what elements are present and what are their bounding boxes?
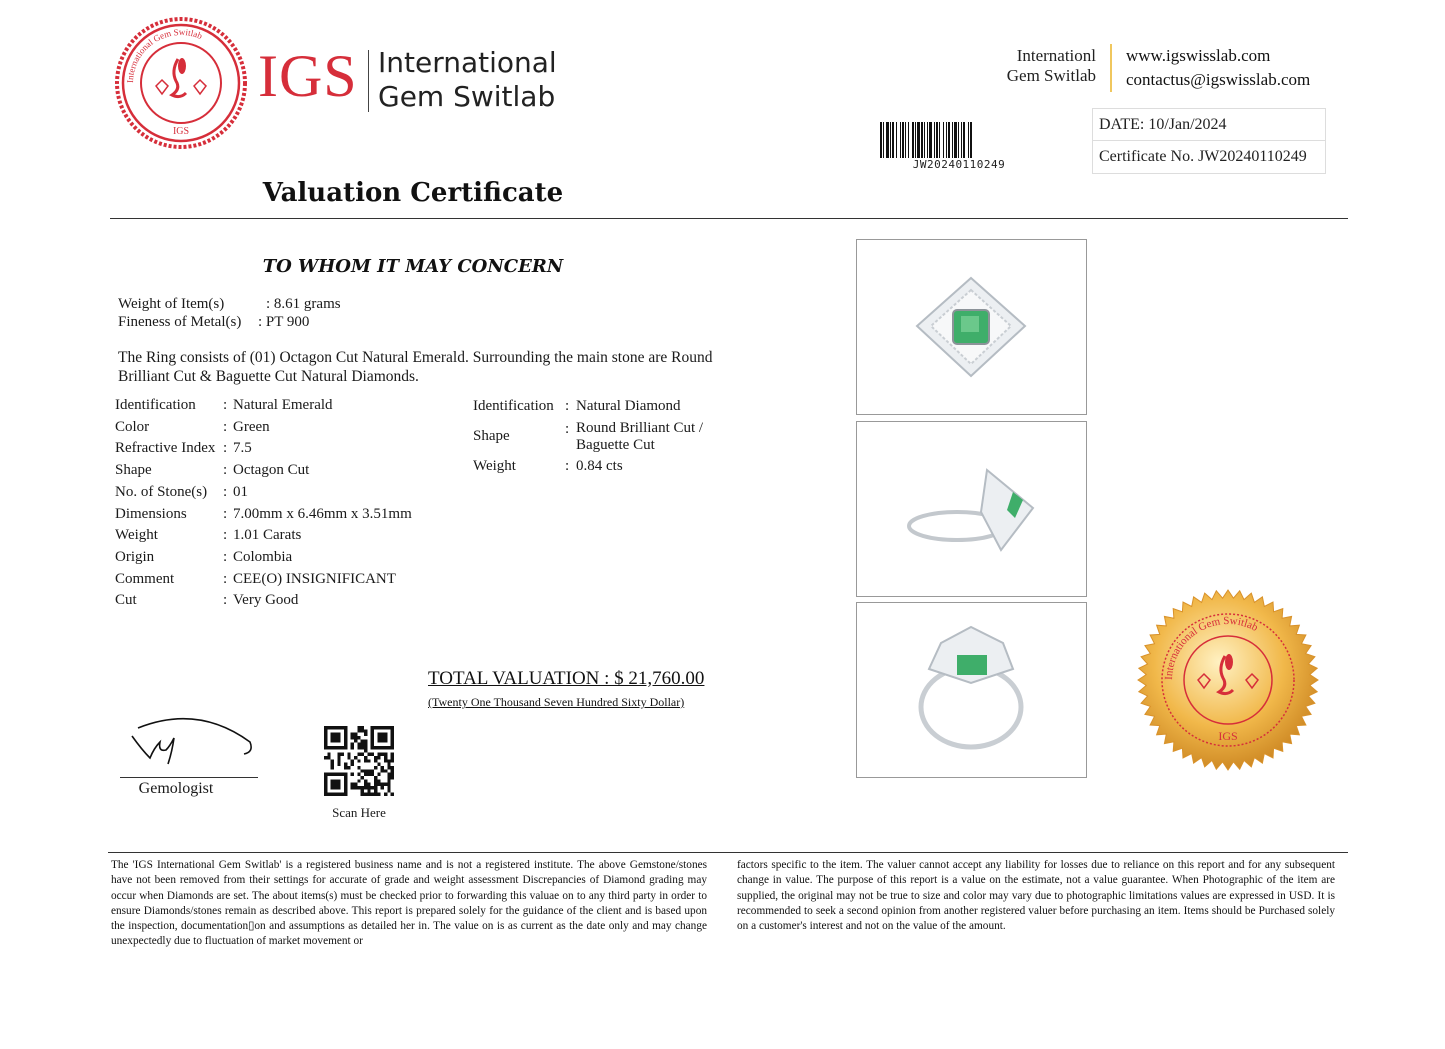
header-name-line2: Gem Switlab: [1006, 66, 1096, 85]
certificate-date: DATE: 10/Jan/2024: [1099, 116, 1227, 133]
main-stone-label: Weight: [115, 527, 158, 544]
ring-photo-top: [856, 239, 1087, 415]
brand-name-line1: International: [378, 46, 557, 79]
seal-ring-text: International Gem Switlab: [124, 26, 204, 84]
brand-name-line2: Gem Switlab: [378, 80, 556, 113]
side-shape-value-line2: Baguette Cut: [576, 437, 655, 453]
main-stone-row: [115, 568, 455, 590]
item-weight-label: Weight of Item(s): [118, 296, 225, 312]
main-stone-row: [115, 589, 455, 611]
main-stone-label: No. of Stone(s): [115, 483, 208, 500]
side-weight-row: Weight : 0.84 cts: [473, 455, 733, 477]
separator: :: [223, 462, 228, 479]
date-box: [1092, 108, 1326, 174]
main-stone-label: Comment: [115, 570, 175, 587]
main-stone-row: [115, 524, 455, 546]
main-stone-row: [115, 546, 455, 568]
main-stone-row: [115, 459, 455, 481]
title-rule: [110, 218, 1348, 219]
separator: :: [223, 527, 228, 544]
svg-text:International Gem Switlab: [125, 27, 204, 83]
barcode: [880, 122, 1038, 158]
separator: :: [223, 570, 228, 587]
main-stone-label: Refractive Index: [115, 440, 216, 457]
email-link[interactable]: contactus@igswisslab.com: [1126, 70, 1311, 89]
header-name-line1: Internationl: [1016, 46, 1096, 65]
main-stone-row: [115, 481, 455, 503]
brand-name: [378, 46, 557, 114]
brand-divider: [368, 50, 369, 112]
separator: :: [223, 592, 228, 609]
side-identification-value: Natural Diamond: [576, 398, 681, 414]
salutation: TO WHOM IT MAY CONCERN: [262, 256, 564, 277]
scan-here-label: Scan Here: [332, 805, 386, 820]
separator: :: [223, 397, 228, 413]
main-stone-row: [115, 437, 455, 459]
main-stone-value: Octagon Cut: [233, 462, 310, 479]
main-stone-label: Dimensions: [115, 505, 187, 522]
gold-seal-ring-text: International Gem Switlab: [1162, 614, 1260, 681]
side-stone-table: Identification : Natural Diamond Shape : Round Brilliant Cut / Baguette Cut Weight : 0.84 cts: [473, 395, 733, 485]
main-stone-value: Colombia: [233, 548, 293, 565]
header-divider: [1110, 44, 1112, 92]
footer-rule: [108, 852, 1348, 853]
barcode-text: JW20240110249: [912, 158, 1006, 171]
item-description: The Ring consists of (01) Octagon Cut Natural Emerald. Surrounding the main stone are Round Brilliant Cut & Baguette Cut Natural Diamonds.: [118, 349, 713, 385]
item-weight-value: : 8.61 grams: [266, 296, 341, 312]
igs-logo-seal: [112, 14, 250, 152]
page-title: Valuation Certificate: [262, 178, 564, 208]
total-valuation: TOTAL VALUATION : $ 21,760.00: [428, 668, 705, 689]
main-stone-value: 01: [233, 483, 248, 500]
main-stone-value: Very Good: [233, 592, 299, 609]
main-stone-label: Shape: [115, 462, 152, 479]
main-stone-table: [115, 394, 455, 614]
certificate-number: Certificate No. JW20240110249: [1093, 140, 1325, 172]
main-stone-row: [115, 394, 455, 416]
main-stone-value: Green: [233, 418, 270, 435]
side-weight-label: Weight: [473, 458, 516, 474]
main-stone-row: [115, 416, 455, 438]
side-identification-row: Identification : Natural Diamond: [473, 395, 733, 417]
side-shape-label: Shape: [473, 428, 510, 444]
separator: :: [223, 418, 228, 435]
main-stone-row: [115, 503, 455, 525]
main-stone-value: Natural Emerald: [233, 397, 333, 413]
fineness-value: : PT 900: [258, 314, 310, 330]
separator: :: [223, 483, 228, 500]
main-stone-label: Cut: [115, 592, 137, 609]
gemologist-signature: [118, 712, 258, 780]
separator: :: [223, 505, 228, 522]
gold-seal: [1136, 588, 1320, 772]
total-valuation-words: (Twenty One Thousand Seven Hundred Sixty Dollar): [428, 695, 685, 709]
main-stone-value: 7.00mm x 6.46mm x 3.51mm: [233, 505, 412, 522]
website-link[interactable]: www.igswisslab.com: [1126, 46, 1271, 65]
seal-bottom-text: IGS: [172, 126, 190, 137]
main-stone-label: Identification: [115, 397, 196, 413]
side-identification-label: Identification: [473, 398, 554, 414]
fineness-label: Fineness of Metal(s): [118, 314, 242, 330]
disclaimer-left: The 'IGS International Gem Switlab' is a registered business name and is not a registered institute. The above Gemstone/stones have not been removed from their settings for accurate of grade and weight assessment Discrepancies of Diamond grading may occur when Diamonds are set. The about items(s) must be checked prior to forwarding this valuae on to any third party in order to ensure Diamonds/stones remain as described above. This report is prepared solely for the guidance of the client and is based upon the inspection, documentation▯on and assumptions as detailed her in. The value on is as current as the date only and may change unexpectedly due to fluctuation of market movement or: [111, 859, 707, 948]
header-lab-name: [998, 46, 1096, 86]
ring-photo-side: [856, 421, 1087, 597]
side-shape-value: [576, 420, 703, 454]
ring-photo-back: [856, 602, 1087, 778]
separator: :: [223, 548, 228, 565]
side-shape-value-line1: Round Brilliant Cut /: [576, 420, 704, 436]
disclaimer-right: factors specific to the item. The valuer cannot accept any liability for losses due to reliance on this report and for any subsequent change in value. The purpose of this report is a value on the estimate, not a value guarantee. When Photographic of the item are supplied, the original may not be true to size and color may vary due to photographic limitations values are expressed in USD. It is recommended to seek a second opinion from another registered valuer before purchasing an item. Items should be Purchased solely on a customer's interest and not on the value of the amount.: [737, 859, 1335, 933]
fineness-row: [118, 311, 518, 333]
qr-code[interactable]: [324, 726, 394, 796]
main-stone-value: CEE(O) INSIGNIFICANT: [233, 570, 396, 587]
gold-seal-bottom-text: IGS: [1218, 729, 1238, 743]
gemologist-label: Gemologist: [138, 780, 214, 797]
item-summary: [118, 293, 518, 337]
main-stone-label: Color: [115, 418, 150, 435]
main-stone-value: 7.5: [233, 440, 252, 457]
main-stone-label: Origin: [115, 548, 155, 565]
separator: :: [223, 440, 228, 457]
brand-abbr: IGS: [258, 43, 358, 109]
signature-line: [120, 777, 258, 778]
main-stone-value: 1.01 Carats: [233, 527, 302, 544]
header-contact: [1126, 44, 1310, 92]
side-weight-value: 0.84 cts: [576, 458, 623, 474]
